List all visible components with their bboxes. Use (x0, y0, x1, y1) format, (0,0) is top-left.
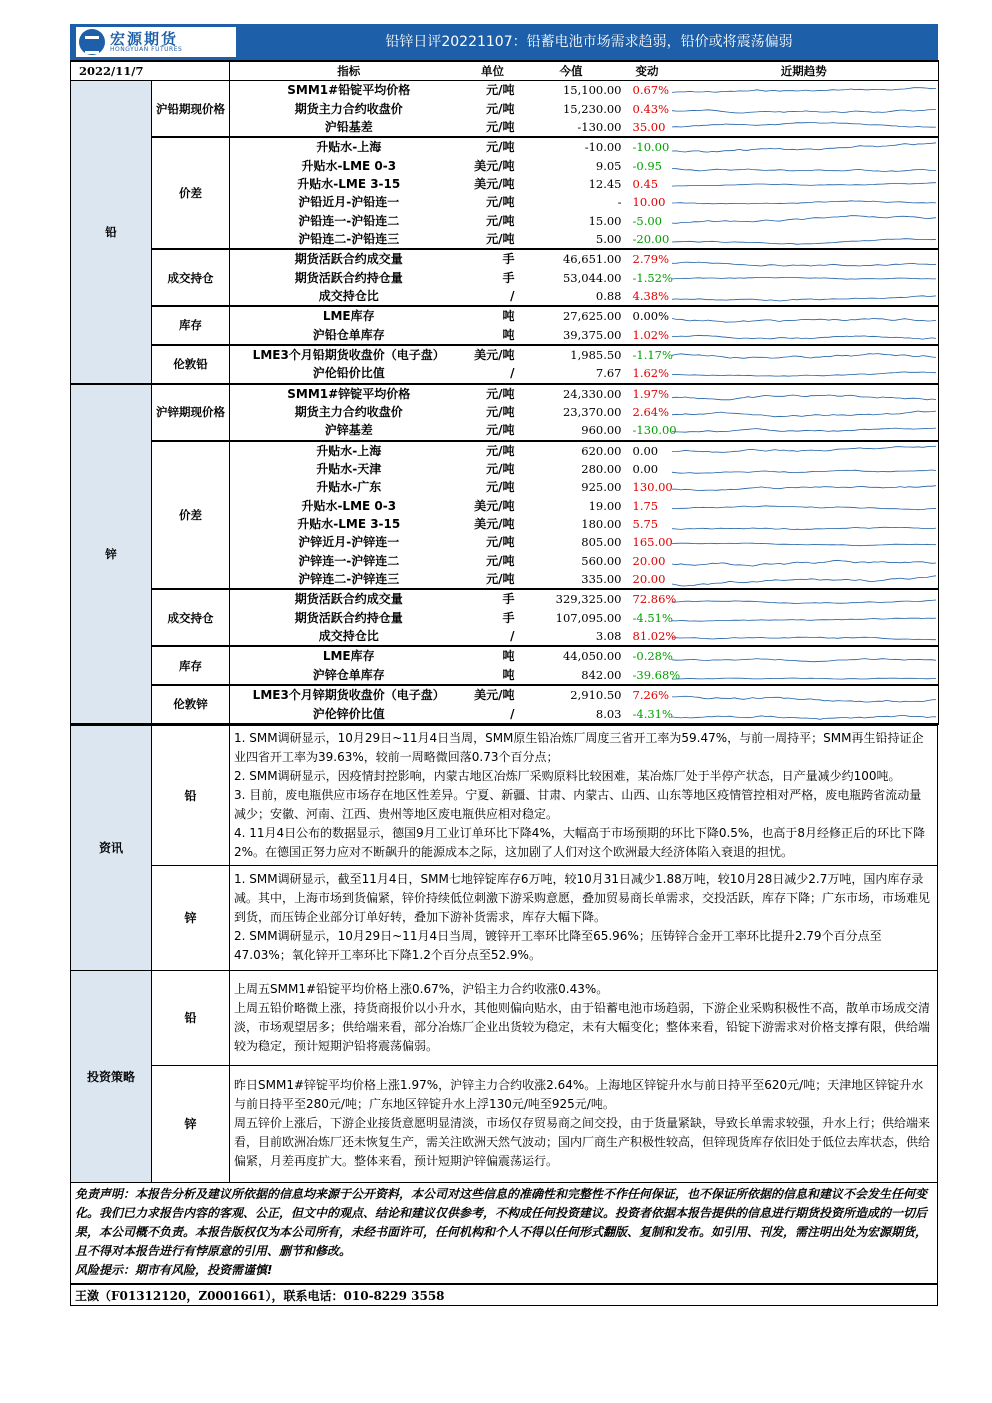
indicator-change: 20.00 (625, 570, 670, 589)
indicator-change: 0.00 (632, 462, 659, 477)
indicator-unit: / (468, 627, 518, 646)
indicator-unit: 美元/吨 (474, 517, 515, 532)
company-logo (76, 27, 236, 57)
trend-line (672, 143, 936, 152)
trend-line (672, 239, 936, 245)
sparkline-chart (672, 347, 938, 363)
indicator-name: 沪铅连二-沪铅连三 (230, 230, 468, 249)
indicator-value: 24,330.00 (562, 386, 622, 401)
indicator-value: 19.00 (588, 498, 622, 513)
col-trend: 近期趋势 (670, 61, 939, 81)
strategy-label: 投资策略 (71, 970, 152, 1182)
indicator-name: 沪锌仓单库存 (230, 666, 468, 685)
col-change: 变动 (625, 61, 670, 81)
sparkline-chart (672, 386, 938, 402)
indicator-value: -10.00 (584, 140, 622, 155)
indicator-unit: 元/吨 (486, 443, 515, 458)
trend-line (672, 470, 936, 473)
sparkline-chart (672, 327, 938, 343)
indicator-value: 15,230.00 (562, 101, 622, 116)
indicator-name: 沪锌连一-沪锌连二 (298, 553, 400, 568)
trend-sparkline (670, 81, 939, 100)
trend-sparkline (670, 570, 939, 589)
indicator-unit: 元/吨 (468, 118, 518, 137)
indicator-unit: 美元/吨 (474, 158, 515, 173)
sparkline-chart (672, 213, 938, 229)
indicator-change: -10.00 (632, 140, 670, 155)
sparkline-chart (672, 498, 938, 514)
indicator-value: 2,910.50 (570, 688, 622, 703)
indicator-unit: 元/吨 (468, 421, 518, 440)
indicator-unit: 元/吨 (486, 140, 515, 155)
indicator-value: 960.00 (518, 421, 625, 440)
indicator-value: 23,370.00 (562, 405, 622, 420)
indicator-name: 成交持仓比 (230, 287, 468, 306)
indicator-value: -130.00 (518, 118, 625, 137)
trend-sparkline (670, 287, 939, 306)
indicator-unit: / (468, 704, 518, 723)
sparkline-chart (672, 517, 938, 533)
indicator-name: 升贴水-LME 0-3 (301, 498, 397, 513)
trend-sparkline (670, 589, 939, 608)
indicator-change: -4.51% (632, 610, 673, 625)
indicator-value: 53,044.00 (562, 270, 622, 285)
trend-line (672, 372, 936, 376)
trend-line (672, 716, 936, 720)
indicator-row (71, 306, 939, 325)
indicator-value: 1,985.50 (570, 347, 622, 362)
indicator-unit: 手 (502, 610, 515, 625)
indicator-change: 4.38% (625, 287, 670, 306)
indicator-value: 5.00 (518, 230, 625, 249)
news-table (70, 725, 938, 1183)
indicator-row (71, 646, 939, 665)
indicator-change: 2.64% (632, 405, 670, 420)
indicator-unit: 美元/吨 (474, 347, 515, 362)
indicator-unit: 元/吨 (486, 386, 515, 401)
trend-sparkline (670, 118, 939, 137)
indicator-value: 3.08 (518, 627, 625, 646)
indicator-row (71, 685, 939, 704)
indicator-unit: 手 (502, 252, 515, 267)
trend-line (672, 486, 936, 491)
col-unit: 单位 (468, 61, 518, 81)
indicator-name: 沪铅连一-沪铅连二 (298, 213, 400, 228)
indicator-unit: 吨 (468, 666, 518, 685)
indicator-change: 0.45 (632, 176, 659, 191)
indicator-unit: / (468, 287, 518, 306)
trend-line (672, 335, 936, 339)
indicator-value: 39,375.00 (518, 325, 625, 344)
sparkline-chart (672, 688, 938, 704)
indicator-name: 升贴水-LME 3-15 (297, 517, 401, 532)
group-label: 成交持仓 (152, 589, 230, 646)
trend-sparkline (670, 704, 939, 723)
group-label: 沪铅期现价格 (152, 81, 230, 138)
news-zinc-label: 锌 (152, 865, 230, 970)
indicator-name: 沪伦铅价比值 (230, 364, 468, 383)
trend-sparkline (670, 515, 939, 533)
news-zinc-text: 1. SMM调研显示，截至11月4日，SMM七地锌锭库存6万吨，较10月31日减少1.88万吨，较10月28日减少2.7万吨，国内库存录减。其中，上海市场到货偏紧，锌价持续低位刺激下游采购意愿，叠加贸易商长单需求，交投活跃，库存下降；广东市场，市场难见到货，而压铸企业部分订单好转，叠加下游补货需求，库存大幅下降。 2. SMM调研显示，10月29日~11月4日当周，镀锌开工率环比降至65.96%；压铸锌合金开工率环比提升2.79个百分点至47.03%；氧化锌开工率环比下降1.2个百分点至52.9%。 (230, 865, 938, 970)
trend-sparkline (670, 364, 939, 383)
analyst-contact: 王潋（F01312120，Z0001661），联系电话：010-8229 3558 (70, 1284, 938, 1306)
trend-sparkline (670, 325, 939, 344)
trend-line (672, 411, 936, 417)
indicator-change: 20.00 (632, 553, 666, 568)
indicator-unit: 元/吨 (486, 213, 515, 228)
table-header-row (71, 61, 939, 81)
indicator-value: 842.00 (518, 666, 625, 685)
indicator-unit: 吨 (502, 309, 515, 324)
sparkline-chart (672, 629, 938, 645)
indicator-change: 1.75 (632, 498, 659, 513)
group-label: 库存 (152, 306, 230, 345)
sparkline-chart (672, 405, 938, 421)
indicator-change: 165.00 (632, 535, 673, 550)
col-indicator: 指标 (230, 61, 468, 81)
indicator-unit: 元/吨 (468, 570, 518, 589)
sparkline-chart (672, 572, 938, 588)
sparkline-chart (672, 667, 938, 683)
trend-sparkline (670, 552, 939, 570)
trend-sparkline (670, 156, 939, 174)
indicator-change: 2.79% (632, 252, 670, 267)
indicator-change: 10.00 (632, 195, 666, 210)
indicator-name: 期货主力合约收盘价 (294, 405, 403, 420)
indicator-name: 期货活跃合约持仓量 (294, 270, 403, 285)
trend-sparkline (670, 685, 939, 704)
trend-sparkline (670, 646, 939, 665)
trend-sparkline (670, 403, 939, 421)
sparkline-chart (672, 288, 938, 304)
sparkline-chart (672, 252, 938, 268)
news-lead-text: 1. SMM调研显示，10月29日~11月4日当周，SMM原生铅冶炼厂周度三省开工率为59.47%，与前一周持平；SMM再生铅持证企业四省开工率为39.63%，较前一周略微回落0.73个百分点； 2. SMM调研显示，因疫情封控影响，内蒙古地区冶炼厂采购原料比较困难，某冶炼厂处于半停产状态，日产量减少约100吨。 3. 目前，废电瓶供应市场存在地区性差异。宁夏、新疆、甘肃、内蒙古、山西、山东等地区疫情管控相对严格，废电瓶跨省流动量减少；安徽、河南、江西、贵州等地区废电瓶供应相对稳定。 4. 11月4日公布的数据显示，德国9月工业订单环比下降4%，大幅高于市场预期的环比下降0.5%，也高于8月经修正后的环比下降2%。在德国正努力应对不断飙升的能源成本之际，这加剧了人们对这个欧洲最大经济体陷入衰退的担忧。 (230, 725, 938, 865)
sparkline-chart (672, 270, 938, 286)
indicator-name: 期货主力合约收盘价 (294, 101, 403, 116)
logo-name-en: HONGYUAN FUTURES (110, 45, 183, 53)
trend-line (672, 659, 936, 662)
indicator-row (71, 441, 939, 460)
group-label: 价差 (152, 137, 230, 249)
indicator-value: 280.00 (581, 462, 622, 477)
news-lead-label: 铅 (152, 725, 230, 865)
indicator-value: 107,095.00 (555, 610, 622, 625)
sparkline-chart (672, 480, 938, 496)
indicator-change: 0.43% (632, 101, 670, 116)
indicator-row (71, 384, 939, 403)
trend-sparkline (670, 478, 939, 496)
indicator-unit: 元/吨 (486, 83, 515, 98)
indicator-change: 0.00% (632, 309, 670, 324)
indicator-value: - (617, 195, 622, 210)
indicator-value: 329,325.00 (555, 592, 622, 607)
indicator-change: 72.86% (632, 592, 677, 607)
trend-sparkline (670, 609, 939, 627)
indicator-value: 0.88 (518, 287, 625, 306)
trend-line (672, 447, 936, 453)
indicator-change: -1.17% (632, 347, 673, 362)
trend-line (672, 395, 936, 400)
strategy-lead-text: 上周五SMM1#铅锭平均价格上涨0.67%，沪铅主力合约收涨0.43%。 上周五铅价略微上涨，持货商报价以小升水，其他则偏向贴水，由于铅蓄电池市场趋弱，下游企业采购积极性不高，散单市场成交清淡，市场观望居多；供给端来看，部分冶炼厂企业出货较为稳定，未有大幅变化；整体来看，铅锭下游需求对价格支撑有限，供给端较为稳定，预计短期沪铅将震荡偏弱。 (230, 970, 938, 1065)
indicator-name: 沪伦锌价比值 (230, 704, 468, 723)
trend-line (672, 201, 936, 204)
indicator-value: 46,651.00 (562, 252, 622, 267)
indicator-unit: 元/吨 (486, 195, 515, 210)
trend-sparkline (670, 268, 939, 286)
indicator-name: 沪锌基差 (230, 421, 468, 440)
indicator-unit: 元/吨 (486, 101, 515, 116)
indicator-value: 180.00 (581, 517, 622, 532)
indicator-unit: 手 (502, 592, 515, 607)
trend-line (672, 575, 936, 585)
sparkline-chart (672, 231, 938, 247)
sparkline-chart (672, 101, 938, 117)
trend-sparkline (670, 99, 939, 117)
indicator-unit: 吨 (468, 325, 518, 344)
trend-sparkline (670, 666, 939, 685)
indicator-name: 升贴水-上海 (316, 140, 382, 155)
trend-line (672, 428, 936, 432)
indicator-change: 0.00 (632, 443, 659, 458)
trend-sparkline (670, 306, 939, 325)
trend-line (672, 278, 936, 280)
indicator-name: 升贴水-天津 (316, 462, 382, 477)
indicator-name: SMM1#锌锭平均价格 (287, 386, 411, 401)
indicator-value: 925.00 (581, 480, 622, 495)
report-date: 2022/11/7 (71, 61, 152, 81)
indicator-name: LME库存 (322, 649, 375, 664)
indicator-unit: 元/吨 (468, 230, 518, 249)
trend-sparkline (670, 345, 939, 364)
indicator-value: 620.00 (581, 443, 622, 458)
trend-line (672, 110, 936, 113)
sparkline-chart (672, 592, 938, 608)
indicator-row (71, 345, 939, 364)
sparkline-chart (672, 706, 938, 722)
sparkline-chart (672, 83, 938, 99)
trend-sparkline (670, 441, 939, 460)
indicator-change: 5.75 (632, 517, 659, 532)
indicator-unit: 元/吨 (486, 553, 515, 568)
indicator-name: 成交持仓比 (230, 627, 468, 646)
news-label: 资讯 (71, 725, 152, 970)
indicator-value: 805.00 (581, 535, 622, 550)
indicator-value: 560.00 (581, 553, 622, 568)
group-label: 伦敦锌 (152, 685, 230, 724)
trend-line (672, 696, 936, 702)
indicator-unit: 元/吨 (486, 405, 515, 420)
trend-line (672, 618, 936, 621)
indicator-change: 1.02% (625, 325, 670, 344)
indicator-value: 15.00 (588, 213, 622, 228)
sparkline-chart (672, 462, 938, 478)
indicator-change: -1.52% (632, 270, 673, 285)
indicator-name: LME库存 (322, 309, 375, 324)
section-label: 锌 (71, 384, 152, 724)
sparkline-chart (672, 553, 938, 569)
indicator-value: 9.05 (595, 158, 622, 173)
trend-line (672, 678, 936, 679)
indicator-change: -20.00 (625, 230, 670, 249)
report-sheet (70, 24, 938, 1306)
indicator-row (71, 589, 939, 608)
indicator-unit: 美元/吨 (474, 498, 515, 513)
sparkline-chart (672, 649, 938, 665)
indicator-value: 335.00 (518, 570, 625, 589)
trend-sparkline (670, 627, 939, 646)
indicator-change: -4.31% (625, 704, 670, 723)
trend-line (672, 637, 936, 640)
trend-sparkline (670, 497, 939, 515)
indicator-value: 7.67 (518, 364, 625, 383)
sparkline-chart (672, 140, 938, 156)
trend-line (672, 123, 936, 128)
sparkline-chart (672, 610, 938, 626)
indicator-name: 期货活跃合约持仓量 (294, 610, 403, 625)
sparkline-chart (672, 443, 938, 459)
indicator-name: 升贴水-上海 (316, 443, 382, 458)
indicator-table (70, 60, 939, 725)
indicator-name: 期货活跃合约成交量 (294, 592, 403, 607)
indicator-change: 35.00 (625, 118, 670, 137)
trend-line (672, 183, 936, 186)
trend-sparkline (670, 249, 939, 268)
disclaimer-text: 免责声明：本报告分析及建议所依据的信息均来源于公开资料，本公司对这些信息的准确性和完整性不作任何保证，也不保证所依据的信息和建议不会发生任何变化。我们已力求报告内容的客观、公正，但文中的观点、结论和建议仅供参考，不构成任何投资建议。投资者依据本报告提供的信息进行期货投资所造成的一切后果，本公司概不负责。本报告版权仅为本公司所有，未经书面许可，任何机构和个人不得以任何形式翻版、复制和发布。如引用、刊发，需注明出处为宏源期货，且不得对本报告进行有悖原意的引用、删节和修改。 (75, 1186, 928, 1258)
trend-sparkline (670, 460, 939, 478)
indicator-name: 升贴水-LME 0-3 (301, 158, 397, 173)
trend-line (672, 543, 936, 546)
col-value: 今值 (518, 61, 625, 81)
trend-sparkline (670, 533, 939, 551)
strategy-zinc-label: 锌 (152, 1065, 230, 1182)
indicator-name: 升贴水-广东 (316, 480, 382, 495)
sparkline-chart (672, 366, 938, 382)
indicator-change: 1.62% (625, 364, 670, 383)
sparkline-chart (672, 309, 938, 325)
indicator-value: 44,050.00 (562, 649, 622, 664)
indicator-row (71, 249, 939, 268)
sparkline-chart (672, 158, 938, 174)
indicator-name: 沪铅基差 (230, 118, 468, 137)
indicator-change: -0.28% (632, 649, 673, 664)
trend-line (672, 318, 936, 322)
sparkline-chart (672, 176, 938, 192)
indicator-unit: 元/吨 (486, 462, 515, 477)
trend-sparkline (670, 384, 939, 403)
indicator-row (71, 81, 939, 100)
trend-line (672, 296, 936, 301)
sparkline-chart (672, 195, 938, 211)
group-label: 伦敦铅 (152, 345, 230, 384)
trend-sparkline (670, 421, 939, 440)
indicator-row (71, 137, 939, 156)
indicator-value: 12.45 (588, 176, 622, 191)
logo-name-cn: 宏源期货 (110, 29, 179, 48)
strategy-zinc-text: 昨日SMM1#锌锭平均价格上涨1.97%，沪锌主力合约收涨2.64%。上海地区锌锭升水与前日持平至620元/吨；天津地区锌锭升水与前日持平至280元/吨；广东地区锌锭升水上浮130元/吨至925元/吨。 周五锌价上涨后，下游企业接货意愿明显清淡，市场仅存贸易商之间交投，由于货量紧缺，导致长单需求较强，升水上行；供给端来看，目前欧洲冶炼厂还未恢复生产，需关注欧洲天然气波动；国内厂商生产积极性较高，但锌现货库存依旧处于低位去库状态，供给偏紧，月差再度扩大。整体来看，预计短期沪锌偏震荡运行。 (230, 1065, 938, 1182)
logo-icon (79, 29, 105, 55)
indicator-name: 升贴水-LME 3-15 (297, 176, 401, 191)
disclaimer (70, 1183, 938, 1284)
indicator-change: 81.02% (625, 627, 670, 646)
indicator-change: -0.95 (632, 158, 662, 173)
trend-line (672, 216, 936, 224)
group-label: 价差 (152, 441, 230, 590)
indicator-unit: 元/吨 (486, 535, 515, 550)
report-title: 铅锌日评20221107：铅蓄电池市场需求趋弱，铅价或将震荡偏弱 (385, 34, 793, 50)
indicator-value: 15,100.00 (562, 83, 622, 98)
indicator-change: 130.00 (632, 480, 673, 495)
trend-line (672, 87, 936, 92)
indicator-change: 1.97% (632, 386, 670, 401)
group-label: 沪锌期现价格 (152, 384, 230, 441)
indicator-change: 7.26% (632, 688, 670, 703)
indicator-change: -5.00 (632, 213, 662, 228)
trend-sparkline (670, 137, 939, 156)
sparkline-chart (672, 119, 938, 135)
trend-line (672, 527, 936, 529)
risk-notice: 风险提示：期市有风险，投资需谨慎! (75, 1262, 273, 1277)
indicator-unit: 吨 (502, 649, 515, 664)
indicator-unit: 手 (502, 270, 515, 285)
sparkline-chart (672, 423, 938, 439)
indicator-value: 8.03 (518, 704, 625, 723)
indicator-change: -130.00 (625, 421, 670, 440)
report-header (70, 24, 938, 60)
trend-sparkline (670, 230, 939, 249)
indicator-name: SMM1#铅锭平均价格 (287, 83, 411, 98)
trend-line (672, 169, 936, 172)
indicator-name: 沪锌连二-沪锌连三 (230, 570, 468, 589)
trend-line (672, 262, 936, 266)
indicator-name: 沪铅近月-沪铅连一 (298, 195, 400, 210)
sparkline-chart (672, 535, 938, 551)
indicator-unit: 美元/吨 (474, 176, 515, 191)
indicator-change: -39.68% (625, 666, 670, 685)
indicator-unit: 元/吨 (486, 480, 515, 495)
trend-line (672, 506, 936, 510)
indicator-value: 27,625.00 (562, 309, 622, 324)
trend-line (672, 600, 936, 604)
section-label: 铅 (71, 81, 152, 384)
trend-sparkline (670, 193, 939, 211)
indicator-change: 0.67% (632, 83, 670, 98)
group-label: 库存 (152, 646, 230, 685)
trend-sparkline (670, 175, 939, 193)
indicator-name: LME3个月锌期货收盘价（电子盘） (252, 688, 445, 703)
indicator-unit: 美元/吨 (474, 688, 515, 703)
trend-sparkline (670, 211, 939, 229)
indicator-name: 沪锌近月-沪锌连一 (298, 535, 400, 550)
strategy-lead-label: 铅 (152, 970, 230, 1065)
trend-line (672, 561, 936, 567)
indicator-unit: / (468, 364, 518, 383)
indicator-name: LME3个月铅期货收盘价（电子盘） (252, 347, 445, 362)
trend-line (672, 354, 936, 359)
indicator-name: 期货活跃合约成交量 (294, 252, 403, 267)
group-label: 成交持仓 (152, 249, 230, 306)
indicator-name: 沪铅仓单库存 (230, 325, 468, 344)
